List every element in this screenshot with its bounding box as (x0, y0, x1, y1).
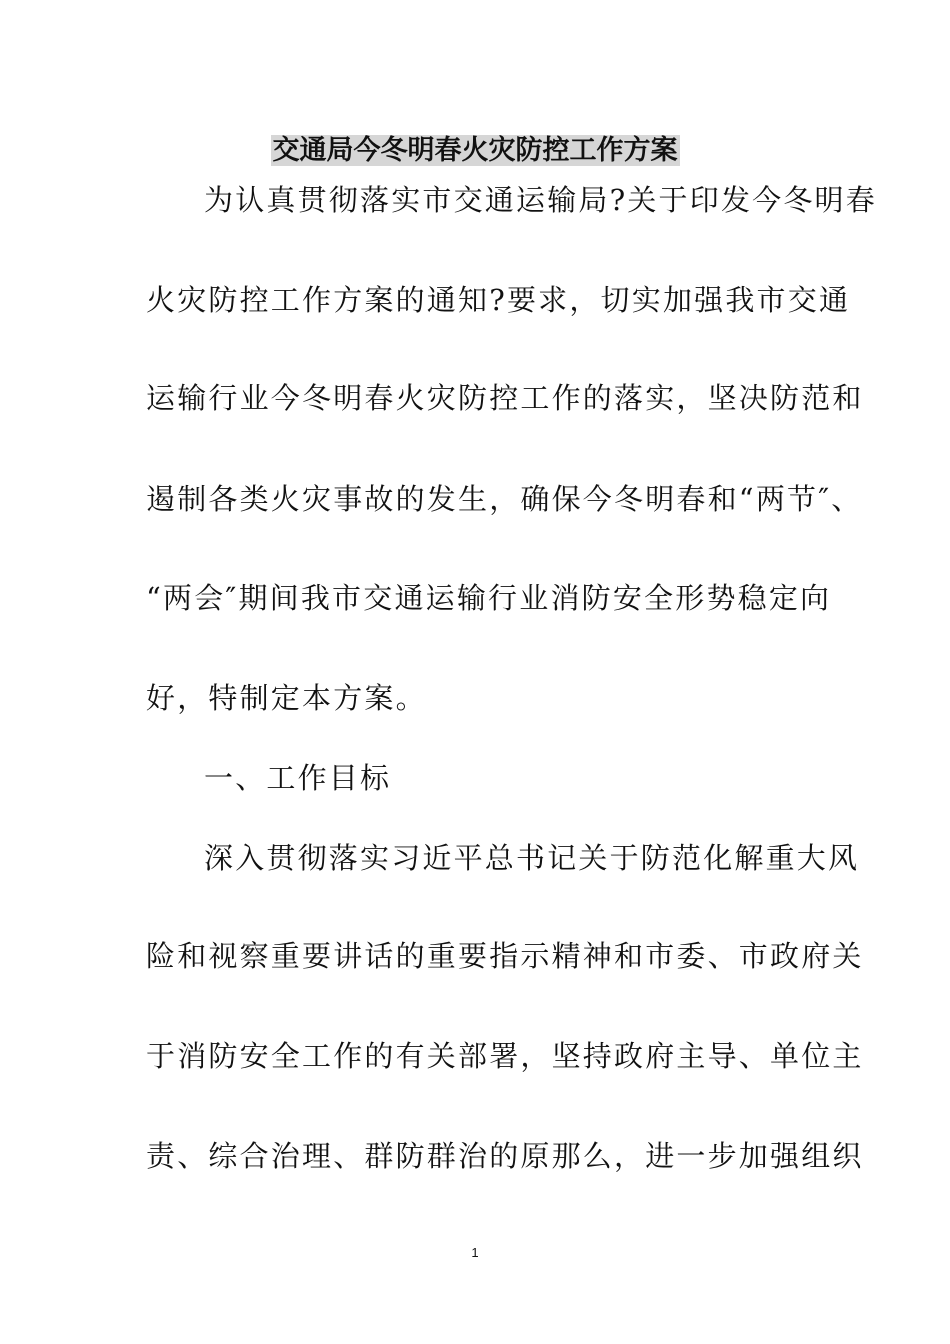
paragraph-line: “两会″期间我市交通运输行业消防安全形势稳定向 (146, 581, 832, 615)
document-title (0, 131, 950, 171)
document-title-text: 交通局今冬明春火灾防控工作方案 (272, 135, 678, 166)
paragraph-line: 险和视察重要讲话的重要指示精神和市委、市政府关 (146, 939, 864, 973)
paragraph-line: 为认真贯彻落实市交通运输局?关于印发今冬明春 (204, 183, 877, 217)
section-heading: 一、工作目标 (204, 761, 392, 795)
paragraph-line: 责、综合治理、群防群治的原那么，进一步加强组织 (146, 1139, 864, 1173)
paragraph-line: 火灾防控工作方案的通知?要求，切实加强我市交通 (146, 283, 851, 317)
paragraph-line: 深入贯彻落实习近平总书记关于防范化解重大风 (204, 841, 860, 875)
paragraph-line: 好，特制定本方案。 (146, 681, 427, 715)
paragraph-line: 于消防安全工作的有关部署，坚持政府主导、单位主 (146, 1039, 864, 1073)
paragraph-line: 遏制各类火灾事故的发生，确保今冬明春和“两节″、 (146, 482, 863, 516)
paragraph-line: 运输行业今冬明春火灾防控工作的落实，坚决防范和 (146, 381, 864, 415)
page-number: 1 (471, 1245, 479, 1260)
